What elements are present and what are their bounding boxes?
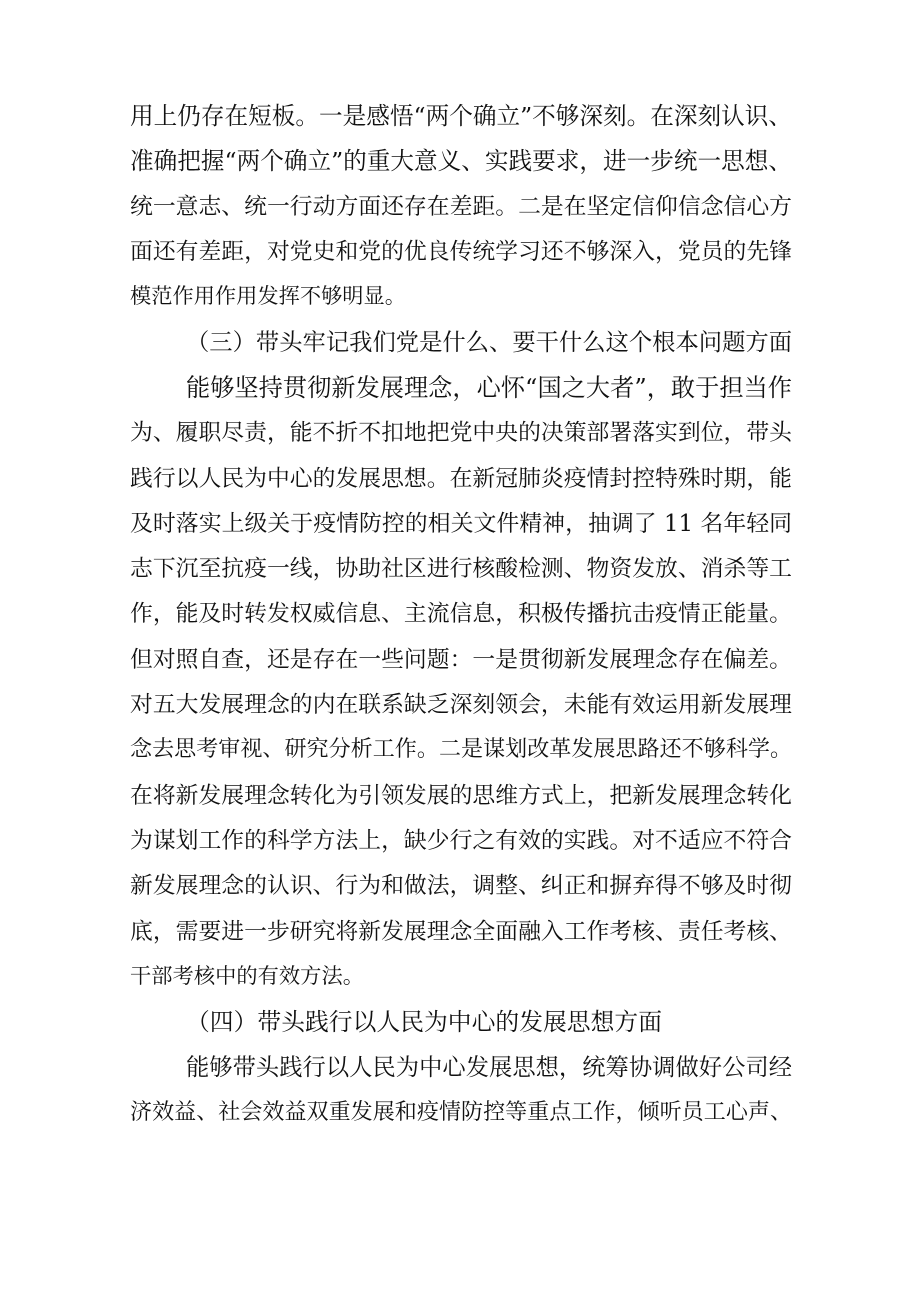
paragraph-line: 念去思考审视、研究分析工作。二是谋划改革发展思路还不够科学。 xyxy=(130,737,793,762)
paragraph-line: 为谋划工作的科学方法上，缺少行之有效的实践。对不适应不符合 xyxy=(130,828,793,854)
paragraph-line: 面还有差距，对党史和党的优良传统学习还不够深入，党员的先锋 xyxy=(130,239,793,265)
paragraph-line: 准确把握“两个确立”的重大意义、实践要求，进一步统一思想、 xyxy=(130,147,793,175)
paragraph-line: 统一意志、统一行动方面还存在差距。二是在坚定信仰信念信心方 xyxy=(130,194,793,220)
paragraph-line: 模范作用作用发挥不够明显。 xyxy=(130,284,406,309)
section-heading: （四）带头践行以人民为中心的发展思想方面 xyxy=(186,1008,663,1036)
paragraph-line: 底，需要进一步研究将新发展理念全面融入工作考核、责任考核、 xyxy=(130,919,793,945)
paragraph-line: 对五大发展理念的内在联系缺乏深刻领会，未能有效运用新发展理 xyxy=(130,692,793,718)
paragraph-line: 能够带头践行以人民为中心发展思想，统筹协调做好公司经 xyxy=(186,1054,793,1081)
paragraph-line: 干部考核中的有效方法。 xyxy=(130,964,365,989)
paragraph-line: 用上仍存在短板。一是感悟“两个确立”不够深刻。在深刻认识、 xyxy=(130,102,793,130)
paragraph-line: 践行以人民为中心的发展思想。在新冠肺炎疫情封控特殊时期，能 xyxy=(130,466,793,492)
paragraph-line: 新发展理念的认识、行为和做法，调整、纠正和摒弃得不够及时彻 xyxy=(130,873,793,899)
paragraph-line: 志下沉至抗疫一线，协助社区进行核酸检测、物资发放、消杀等工 xyxy=(130,556,793,582)
paragraph-line: 及时落实上级关于疫情防控的相关文件精神，抽调了 11 名年轻同 xyxy=(130,511,793,537)
paragraph-line: 但对照自查，还是存在一些问题：一是贯彻新发展理念存在偏差。 xyxy=(130,647,793,673)
paragraph-line: 为、履职尽责，能不折不扣地把党中央的决策部署落实到位，带头 xyxy=(130,420,793,446)
paragraph-line: 在将新发展理念转化为引领发展的思维方式上，把新发展理念转化 xyxy=(130,783,793,809)
paragraph-line: 能够坚持贯彻新发展理念，心怀“国之大者”，敢于担当作 xyxy=(186,374,793,402)
section-heading: （三）带头牢记我们党是什么、要干什么这个根本问题方面 xyxy=(186,329,793,356)
paragraph-line: 作，能及时转发权威信息、主流信息，积极传播抗击疫情正能量。 xyxy=(130,601,793,627)
paragraph-line: 济效益、社会效益双重发展和疫情防控等重点工作，倾听员工心声、 xyxy=(130,1100,793,1125)
